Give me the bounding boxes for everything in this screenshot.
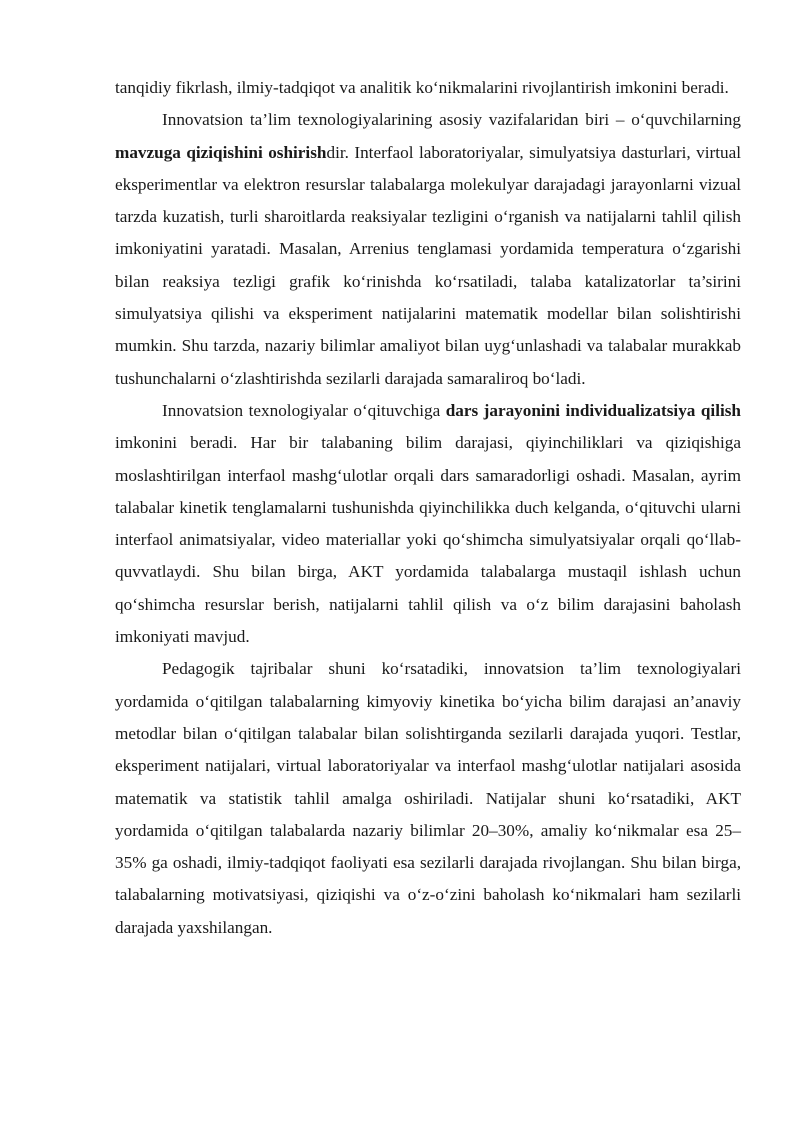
paragraph-text: Pedagogik tajribalar shuni ko‘rsatadiki, innovatsion ta’lim texnologiyalari yordamida o‘qitilgan talabalarning kimyoviy kinetika bo‘yicha bilim darajasi an’anaviy metodlar bilan o‘qitilgan talabalar bilan solishtirganda sezilarli darajada yuqori. Testlar, eksperiment natijalari, virtual laboratoriyalar va interfaol mashg‘ulotlar natijalari asosida matematik va statistik tahlil amalga oshiriladi. Natijalar shuni ko‘rsatadiki, AKT yordamida o‘qitilgan talabalarda nazariy bilimlar 20–30%, amaliy ko‘nikmalar esa 25–35% ga oshadi, ilmiy-tadqiqot faoliyati esa sezilarli darajada rivojlangan. Shu bilan birga, talabalarning motivatsiyasi, qiziqishi va o‘z-o‘zini baholash ko‘nikmalari ham sezilarli darajada yaxshilangan.	[115, 659, 741, 937]
paragraph-text: Innovatsion ta’lim texnologiyalarining asosiy vazifalaridan biri – o‘quvchilarning	[162, 110, 741, 130]
paragraph-text: imkonini beradi. Har bir talabaning bilim darajasi, qiyinchiliklari va qiziqishiga moslashtirilgan interfaol mashg‘ulotlar orqali dars samaradorligi oshadi. Masalan, ayrim talabalar kinetik tenglamalarni tushunishda qiyinchilikka duch kelganda, o‘qituvchi ularni interfaol animatsiyalar, video materiallar yoki qo‘shimcha simulyatsiyalar orqali qo‘llab-quvvatlaydi. Shu bilan birga, AKT yordamida talabalarga mustaqil ishlash uchun qo‘shimcha resurslar berish, natijalarni tahlil qilish va o‘z bilim darajasini baholash imkoniyati mavjud.	[115, 433, 741, 647]
document-page	[115, 72, 741, 944]
bold-phrase: dars jarayonini individualizatsiya qilish	[445, 400, 741, 420]
paragraph-text: tanqidiy fikrlash, ilmiy-tadqiqot va analitik ko‘nikmalarini rivojlantirish imkonini beradi.	[115, 78, 729, 97]
paragraph-individualization	[115, 395, 741, 653]
paragraph-continuation	[115, 72, 741, 104]
bold-phrase: mavzuga qiziqishini oshirish	[115, 142, 327, 162]
paragraph-text: Innovatsion texnologiyalar o‘qituvchiga	[162, 400, 446, 420]
paragraph-results	[115, 653, 741, 944]
paragraph-interest	[115, 104, 741, 395]
paragraph-text: dir. Interfaol laboratoriyalar, simulyatsiya dasturlari, virtual eksperimentlar va elektron resurslar talabalarga molekulyar darajadagi jarayonlarni vizual tarzda kuzatish, turli sharoitlarda reaksiyalar tezligini o‘rganish va natijalarni tahlil qilish imkoniyatini yaratadi. Masalan, Arrenius tenglamasi yordamida temperatura o‘zgarishi bilan reaksiya tezligi grafik ko‘rinishda ko‘rsatiladi, talaba katalizatorlar ta’sirini simulyatsiya qilishi va eksperiment natijalarini matematik modellar bilan solishtirishi mumkin. Shu tarzda, nazariy bilimlar amaliyot bilan uyg‘unlashadi va talabalar murakkab tushunchalarni o‘zlashtirishda sezilarli darajada samaraliroq bo‘ladi.	[115, 142, 741, 388]
